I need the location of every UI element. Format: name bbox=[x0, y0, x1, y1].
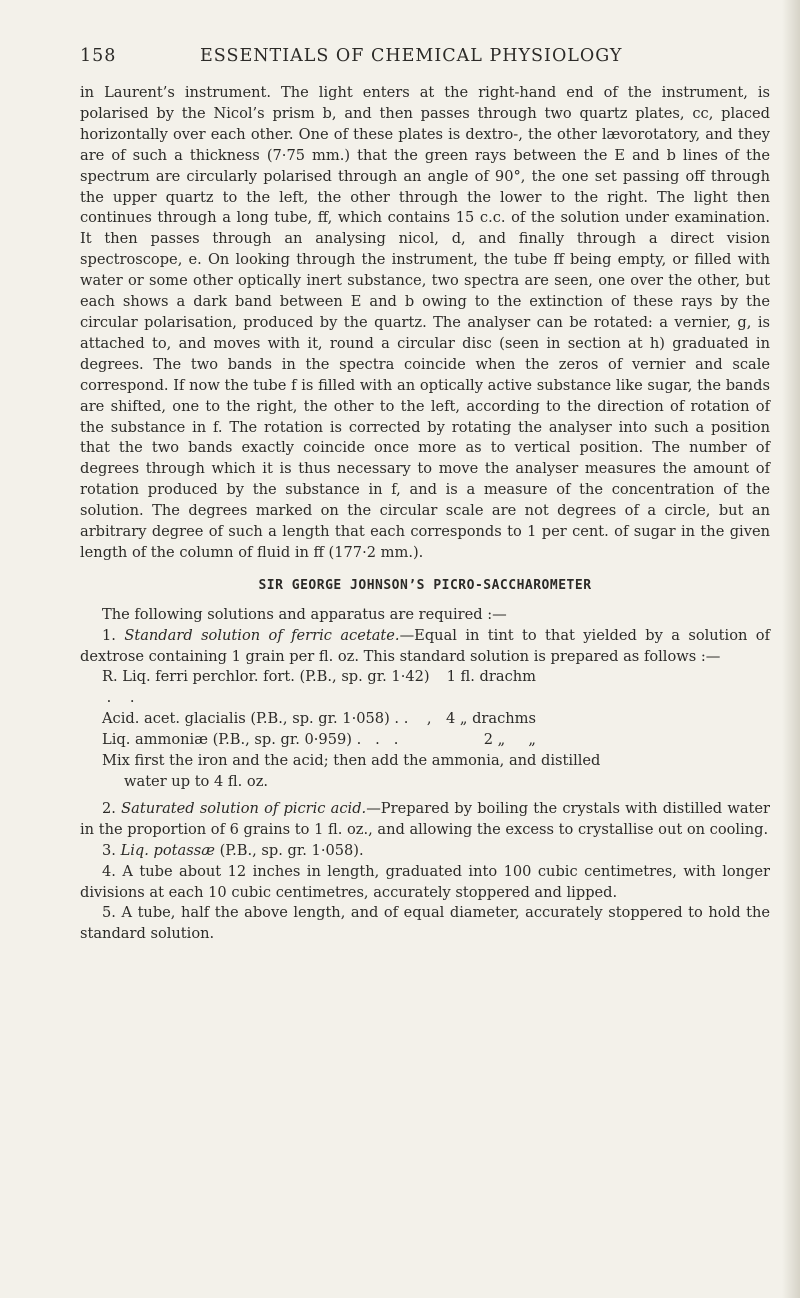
recipe-quantity: 1 fl. drachm bbox=[446, 668, 536, 686]
recipe-ingredient: Liq. ammoniæ (P.B., sp. gr. 0·959) bbox=[102, 731, 352, 749]
item-5 bbox=[80, 903, 770, 945]
item-2 bbox=[80, 799, 770, 841]
recipe-row bbox=[102, 709, 536, 730]
running-title: ESSENTIALS OF CHEMICAL PHYSIOLOGY bbox=[200, 46, 623, 66]
recipe-leader: . , bbox=[399, 710, 437, 728]
recipe-quantity: 4 „ drachms bbox=[445, 710, 536, 728]
recipe-quantity: 2 „ „ bbox=[483, 731, 536, 749]
page-edge-shadow bbox=[782, 0, 800, 1298]
apparatus-intro: The following solutions and apparatus are required :— bbox=[102, 605, 507, 623]
recipe-leader: . . . bbox=[351, 731, 404, 749]
recipe-ingredient: R. Liq. ferri perchlor. fort. (P.B., sp. gr. 1·42) bbox=[102, 668, 430, 686]
mix-instructions bbox=[102, 751, 770, 793]
page-number: 158 bbox=[80, 46, 117, 66]
item-1-title: Standard solution of ferric acetate. bbox=[124, 626, 400, 644]
item-3 bbox=[80, 841, 770, 862]
body-text bbox=[80, 83, 770, 945]
item-3-number: 3. bbox=[102, 841, 116, 859]
item-4 bbox=[80, 862, 770, 904]
item-3-text: (P.B., sp. gr. 1·058). bbox=[214, 841, 364, 859]
item-5-number: 5. bbox=[102, 904, 116, 922]
item-5-text: A tube, half the above length, and of equal diameter, accurately stoppered to hold the standard solution. bbox=[80, 904, 770, 943]
recipe-list bbox=[102, 667, 770, 751]
page-header bbox=[80, 46, 770, 72]
intro-paragraph: in Laurent’s instrument. The light enters at the right-hand end of the instrument, is polarised by the Nicol’s prism b, and then passes through two quartz plates, cc, placed horizontally over each other. One of these plates is dextro-, the other lævorotatory, and they are of such a thickness (7·75 mm.) that the green rays between the E and b lines of the spectrum are circularly polarised through an angle of 90°, the one set passing off through the upper quartz to the left, the other through the lower to the right. The light then continues through a long tube, ff, which contains 15 c.c. of the solution under examination. It then passes through an analysing nicol, d, and finally through a direct vision spectroscope, e. On looking through the instrument, the tube ff being empty, or filled with water or some other optically inert substance, two spectra are seen, one over the other, but each shows a dark band between E and b owing to the extinction of these rays by the circular polarisation, produced by the quartz. The analyser can be rotated: a vernier, g, is attached to, and moves with it, round a circular disc (seen in section at h) graduated in degrees. The two bands in the spectra coincide when the zeros of vernier and scale correspond. If now the tube f is filled with an optically active substance like sugar, the bands are shifted, one to the right, the other to the left, according to the direction of rotation of the substance in f. The rotation is corrected by rotating the analyser into such a position that the two bands exactly coincide once more as to vertical position. The number of degrees through which it is thus necessary to move the analyser measures the amount of rotation produced by the substance in f, and is a measure of the concentration of the solution. The degrees marked on the circular scale are not degrees of a circle, but an arbitrary degree of such a length that each corresponds to 1 per cent. of sugar in the given length of the column of fluid in ff (177·2 mm.). bbox=[80, 84, 770, 561]
recipe-ingredient: Acid. acet. glacialis (P.B., sp. gr. 1·058) . bbox=[102, 710, 400, 728]
item-2-number: 2. bbox=[102, 799, 116, 817]
mix-instructions-line-2: water up to 4 fl. oz. bbox=[124, 773, 269, 790]
item-4-number: 4. bbox=[102, 862, 116, 880]
item-3-title: Liq. potassæ bbox=[120, 841, 215, 859]
recipe-row bbox=[102, 730, 536, 751]
item-1-text: —Equal in tint to that yielded by a solution of dextrose containing 1 grain per fl. oz. This standard solution is prepared as follows :— bbox=[80, 626, 770, 665]
item-2-text: —Prepared by boiling the crystals with distilled water in the proportion of 6 grains to 1 fl. oz., and allowing the excess to crystallise out on cooling. bbox=[80, 799, 770, 838]
item-4-text: A tube about 12 inches in length, graduated into 100 cubic centimetres, with longer divisions at each 10 cubic centimetres, accurately stoppered and lipped. bbox=[80, 862, 771, 901]
item-2-title: Saturated solution of picric acid. bbox=[121, 799, 367, 817]
recipe-row bbox=[102, 667, 536, 709]
item-1-number: 1. bbox=[102, 626, 116, 644]
section-heading: SIR GEORGE JOHNSON’S PICRO-SACCHAROMETER bbox=[258, 577, 592, 593]
recipe-leader: . . bbox=[102, 689, 140, 707]
item-1 bbox=[80, 626, 770, 668]
mix-instructions-line-1: Mix first the iron and the acid; then add the ammonia, and distilled bbox=[102, 752, 601, 770]
